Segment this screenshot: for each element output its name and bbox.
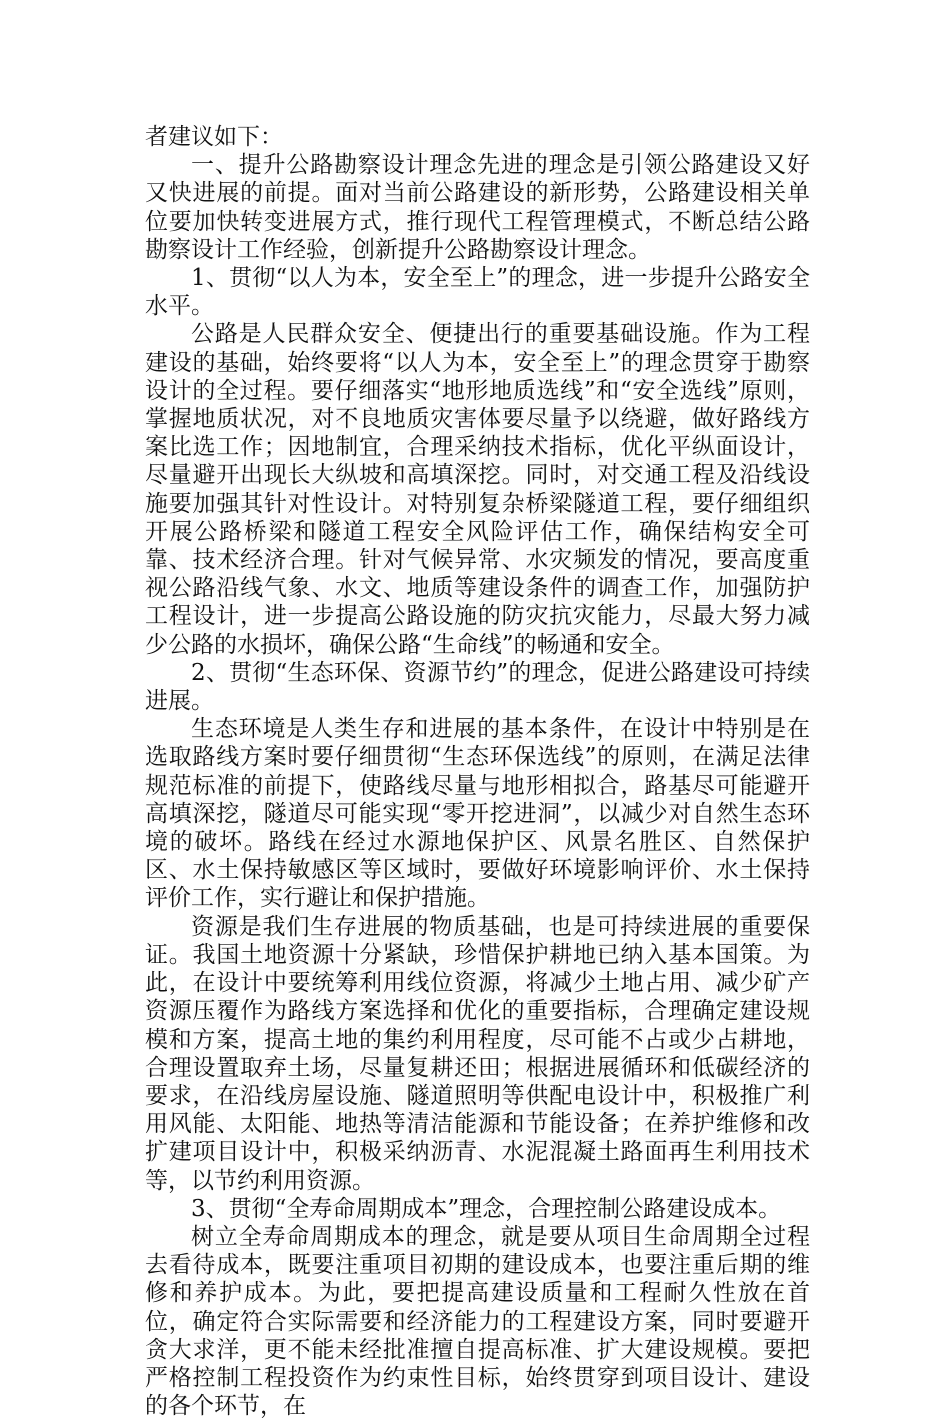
paragraph-safety: 公路是人民群众安全、便捷出行的重要基础设施。作为工程建设的基础，始终要将“以人为本，安全至上”的理念贯穿于勘察设计的全过程。要仔细落实“地形地质选线”和“安全选线”原则，掌握地质状况，对不良地质灾害体要尽量予以绕避，做好路线方案比选工作；因地制宜，合理采纳技术指标，优化平纵面设计，尽量避开出现长大纵坡和高填深挖。同时，对交通工程及沿线设施要加强其针对性设计。对特别复杂桥梁隧道工程，要仔细组织开展公路桥梁和隧道工程安全风险评估工作，确保结构安全可靠、技术经济合理。针对气候异常、水灾频发的情况，要高度重视公路沿线气象、水文、地质等建设条件的调查工作，加强防护工程设计，进一步提高公路设施的防灾抗灾能力，尽最大努力减少公路的水损坏，确保公路“生命线”的畅通和安全。 — [145, 321, 810, 658]
paragraph-heading-1: 1、贯彻“以人为本，安全至上”的理念，进一步提升公路安全水平。 — [145, 265, 810, 320]
paragraph-section-one: 一、提升公路勘察设计理念先进的理念是引领公路建设又好又快进展的前提。面对当前公路建设的新形势，公路建设相关单位要加快转变进展方式，推行现代工程管理模式，不断总结公路勘察设计工作经验，创新提升公路勘察设计理念。 — [145, 152, 810, 263]
document-body — [145, 123, 810, 1420]
paragraph-intro-fragment: 者建议如下： — [145, 124, 283, 150]
paragraph-resources: 资源是我们生存进展的物质基础，也是可持续进展的重要保证。我国土地资源十分紧缺，珍惜保护耕地已纳入基本国策。为此，在设计中要统筹利用线位资源，将减少土地占用、减少矿产资源压覆作为路线方案选择和优化的重要指标，合理确定建设规模和方案，提高土地的集约利用程度，尽可能不占或少占耕地，合理设置取弃土场，尽量复耕还田；根据进展循环和低碳经济的要求，在沿线房屋设施、隧道照明等供配电设计中，积极推广利用风能、太阳能、地热等清洁能源和节能设备；在养护维修和改扩建项目设计中，积极采纳沥青、水泥混凝土路面再生利用技术等，以节约利用资源。 — [145, 913, 810, 1194]
paragraph-heading-2: 2、贯彻“生态环保、资源节约”的理念，促进公路建设可持续进展。 — [145, 659, 810, 715]
paragraph-ecology: 生态环境是人类生存和进展的基本条件，在设计中特别是在选取路线方案时要仔细贯彻“生态环保选线”的原则，在满足法律规范标准的前提下，使路线尽量与地形相拟合，路基尽可能避开高填深挖，隧道尽可能实现“零开挖进洞”，以减少对自然生态环境的破坏。路线在经过水源地保护区、风景名胜区、自然保护区、水土保持敏感区等区域时，要做好环境影响评价、水土保持评价工作，实行避让和保护措施。 — [145, 716, 810, 912]
paragraph-heading-3: 3、贯彻“全寿命周期成本”理念，合理控制公路建设成本。 — [191, 1195, 782, 1222]
paragraph-lifecycle-cost: 树立全寿命周期成本的理念，就是要从项目生命周期全过程去看待成本，既要注重项目初期的建设成本，也要注重后期的维修和养护成本。为此，要把提高建设质量和工程耐久性放在首位，确定符合实际需要和经济能力的工程建设方案，同时要避开贪大求洋，更不能未经批准擅自提高标准、扩大建设规模。要把严格控制工程投资作为约束性目标，始终贯穿到项目设计、建设的各个环节，在 — [145, 1223, 810, 1420]
